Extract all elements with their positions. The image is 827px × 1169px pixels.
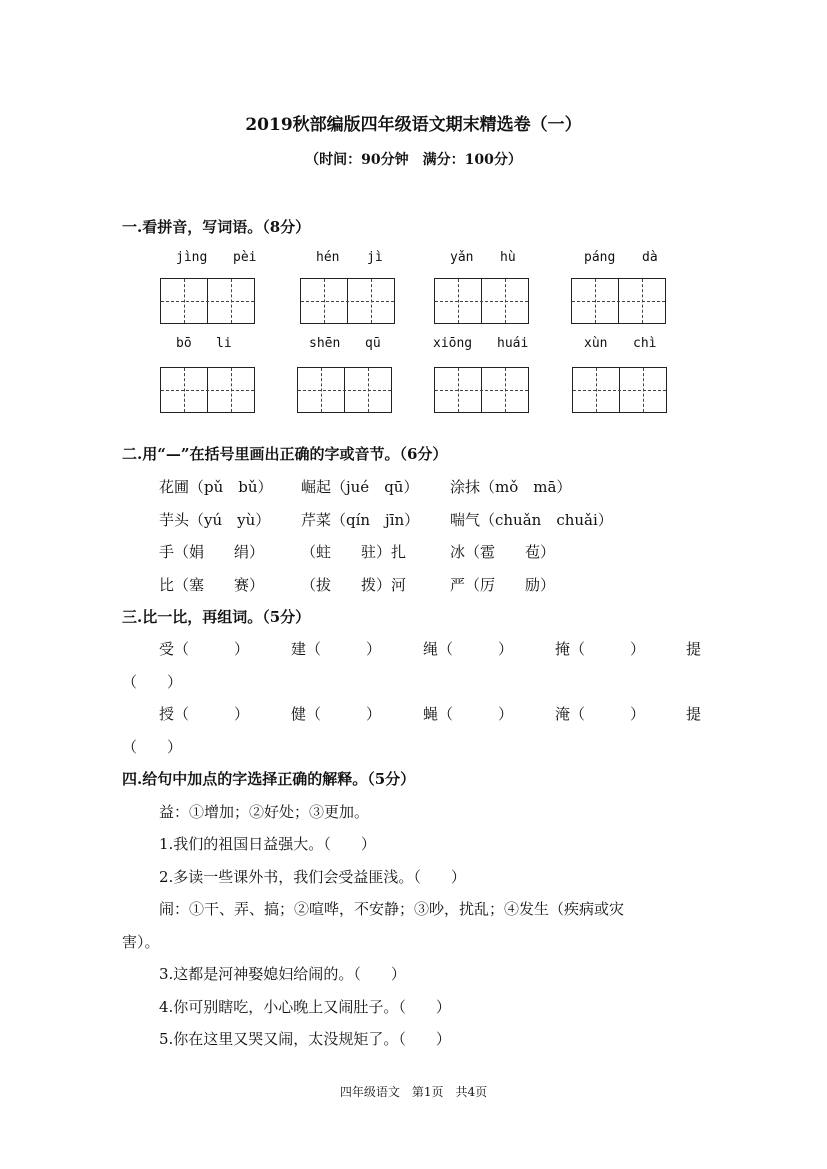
writing-grid[interactable] (297, 367, 392, 413)
word-blank: 提 (686, 705, 702, 723)
writing-grid[interactable] (160, 278, 255, 324)
choice-item: （拔 拨）河 (301, 576, 407, 594)
pinyin: dà (642, 250, 658, 265)
writing-grid[interactable] (571, 278, 666, 324)
word-blank-wrap: （ ） (122, 738, 183, 756)
question: 2.多读一些课外书，我们会受益匪浅。（ ） (159, 868, 466, 886)
choice-item: 涂抹（mǒ mā） (450, 478, 572, 496)
pinyin: hén (316, 250, 340, 265)
pinyin: xùn (584, 336, 608, 351)
choice-item: 严（厉 励） (450, 576, 556, 594)
question: 3.这都是河神娶媳妇给闹的。（ ） (159, 965, 406, 983)
word-blank-wrap: （ ） (122, 673, 183, 691)
writing-grid[interactable] (572, 367, 667, 413)
question: 5.你在这里又哭又闹，太没规矩了。（ ） (159, 1030, 451, 1048)
word-blank: 掩（ ） (555, 640, 646, 658)
pinyin: bō (176, 336, 192, 351)
choice-item: 花圃（pǔ bǔ） (159, 478, 273, 496)
section-4-heading: 四.给句中加点的字选择正确的解释。（5分） (122, 770, 416, 788)
choice-item: 冰（雹 苞） (450, 543, 556, 561)
definition-wrap: 害）。 (122, 933, 160, 951)
choice-item: （蛀 驻）扎 (301, 543, 407, 561)
writing-grid[interactable] (434, 278, 529, 324)
pinyin: yǎn (450, 250, 474, 265)
writing-grid[interactable] (160, 367, 255, 413)
word-blank: 提 (686, 640, 702, 658)
pinyin: huái (497, 336, 529, 351)
pinyin: xiōng (433, 336, 473, 351)
choice-item: 喘气（chuǎn chuǎi） (450, 511, 613, 529)
pinyin: shēn (309, 336, 341, 351)
choice-item: 崛起（jué qū） (301, 478, 419, 496)
pinyin: qū (365, 336, 381, 351)
pinyin: li (216, 336, 232, 351)
word-blank: 绳（ ） (423, 640, 514, 658)
question: 1.我们的祖国日益强大。（ ） (159, 835, 376, 853)
pinyin: jì (367, 250, 383, 265)
choice-item: 比（塞 赛） (159, 576, 265, 594)
choice-item: 手（娟 绢） (159, 543, 265, 561)
section-3-heading: 三.比一比，再组词。（5分） (122, 608, 311, 626)
word-blank: 健（ ） (291, 705, 382, 723)
page-title: 2019秋部编版四年级语文期末精选卷（一） (245, 115, 582, 135)
pinyin: jìng (176, 250, 208, 265)
word-blank: 蝇（ ） (423, 705, 514, 723)
pinyin: hù (500, 250, 516, 265)
word-blank: 授（ ） (159, 705, 250, 723)
pinyin: pèi (233, 250, 257, 265)
choice-item: 芹菜（qín jīn） (301, 511, 420, 529)
question: 4.你可别瞎吃，小心晚上又闹肚子。（ ） (159, 998, 451, 1016)
pinyin: páng (584, 250, 616, 265)
choice-item: 芋头（yú yù） (159, 511, 271, 529)
section-1-heading: 一.看拼音，写词语。（8分） (122, 218, 311, 236)
word-blank: 淹（ ） (555, 705, 646, 723)
definition: 闹：①干、弄、搞；②喧哗，不安静；③吵，扰乱；④发生（疾病或灾 (159, 900, 625, 918)
definition: 益：①增加；②好处；③更加。 (159, 803, 370, 821)
word-blank: 建（ ） (291, 640, 382, 658)
pinyin: chì (633, 336, 657, 351)
writing-grid[interactable] (300, 278, 395, 324)
exam-info: （时间：90分钟 满分：100分） (305, 152, 522, 168)
page-footer: 四年级语文 第1页 共4页 (339, 1085, 488, 1099)
section-2-heading: 二.用“—”在括号里画出正确的字或音节。（6分） (122, 445, 448, 463)
word-blank: 受（ ） (159, 640, 250, 658)
writing-grid[interactable] (434, 367, 529, 413)
